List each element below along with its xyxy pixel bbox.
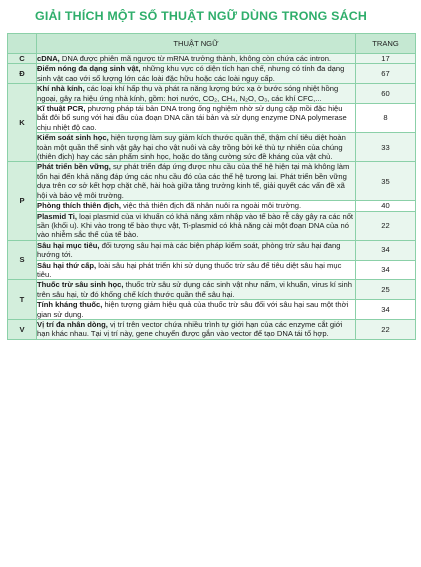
page-number: 67	[356, 64, 416, 84]
term-definition: phương pháp tái bản DNA trong ống nghiệm nhờ sử dụng cặp mồi đặc hiệu bắt đôi bổ sung với hai đầu của đoạn DNA cần tái bản và sử dụng enzyme DNA polymerase chịu nhiệt độ cao.	[37, 104, 347, 132]
term-cell	[37, 280, 356, 300]
glossary-table	[7, 33, 416, 340]
term-word: Thuốc trừ sâu sinh học,	[37, 280, 124, 290]
letter-group-p: P	[8, 162, 37, 240]
term-word: cDNA,	[37, 54, 60, 63]
term-cell	[37, 133, 356, 162]
term-definition: vị trí trên vector chứa nhiều trình tự giới hạn của các enzyme cắt giới hạn khác nhau. Tại vị trí này, gene chuyển được gắn vào vector để tạo DNA tái tổ hợp.	[37, 319, 343, 339]
page-number: 60	[356, 84, 416, 104]
term-cell	[37, 201, 356, 211]
term-word: Khí nhà kính,	[37, 84, 85, 94]
page-number: 34	[356, 260, 416, 280]
term-definition: loài sâu hại phát triển khi sử dụng thuốc trừ sâu để tiêu diệt sâu hại mục tiêu.	[37, 260, 342, 279]
table-row	[8, 84, 416, 104]
letter-group-t: T	[8, 280, 37, 320]
page-number: 34	[356, 300, 416, 320]
header-letter-cell	[8, 34, 37, 54]
term-definition: loại plasmid của vi khuẩn có khả năng xâm nhập vào tế bào rễ cây gây ra các nốt sần (khối u). Khi vào trong tế bào thực vật, Ti-plasmid có khả năng cài một đoạn DNA của nó vào nhiễm sắc thể của tế bào.	[37, 211, 354, 240]
term-definition: hiện tượng giảm hiệu quả của thuốc trừ sâu đối với sâu hại sau một thời gian sử dụng.	[37, 300, 349, 319]
term-definition: sự phát triển đáp ứng được nhu cầu của thế hệ hiện tại mà không làm tổn hại đến khả năng đáp ứng các nhu cầu đó của các thế hệ tương lai. Phát triển bền vững dựa trên cơ sở kết hợp chặt chẽ, hài hoà giữa tăng trưởng kinh tế, giải quyết các vấn đề xã hội và bảo vệ môi trường.	[37, 162, 350, 200]
table-row	[8, 162, 416, 201]
letter-group-c: C	[8, 54, 37, 64]
term-word: Sâu hại thứ cấp,	[37, 260, 97, 270]
page-number: 25	[356, 280, 416, 300]
table-row	[8, 201, 416, 211]
letter-group-k: K	[8, 84, 37, 162]
term-word: Vị trí đa nhân dòng,	[37, 319, 108, 329]
header-term: THUẬT NGỮ	[37, 34, 356, 54]
term-word: Tính kháng thuốc,	[37, 300, 103, 310]
term-cell	[37, 104, 356, 133]
header-page: TRANG	[356, 34, 416, 54]
letter-group-d: Đ	[8, 64, 37, 84]
page-number: 34	[356, 240, 416, 260]
table-row	[8, 319, 416, 339]
term-word: Kiểm soát sinh học,	[37, 133, 109, 143]
term-definition: đối tượng sâu hại mà các biện pháp kiểm soát, phòng trừ sâu hại đang hướng tới.	[37, 240, 341, 260]
term-cell	[37, 240, 356, 260]
term-word: Sâu hại mục tiêu,	[37, 240, 100, 250]
page-number: 40	[356, 201, 416, 211]
term-word: Điểm nóng đa dạng sinh vật,	[37, 64, 141, 74]
term-cell	[37, 84, 356, 104]
term-cell	[37, 300, 356, 320]
table-row	[8, 104, 416, 133]
table-row	[8, 260, 416, 280]
term-cell	[37, 64, 356, 84]
table-row	[8, 64, 416, 84]
term-cell	[37, 319, 356, 339]
term-definition: những khu vực có diện tích hạn chế, nhưng có tính đa dạng sinh vật cao với số lượng lớn các loài đặc hữu hoặc các loài nguy cấp.	[37, 64, 345, 83]
page-number: 8	[356, 104, 416, 133]
page-number: 17	[356, 54, 416, 64]
term-cell	[37, 54, 356, 64]
table-row	[8, 300, 416, 320]
page-number: 22	[356, 319, 416, 339]
letter-group-v: V	[8, 319, 37, 339]
term-definition: việc thả thiên địch đã nhân nuôi ra ngoài môi trường.	[120, 201, 302, 211]
page-number: 35	[356, 162, 416, 201]
letter-group-s: S	[8, 240, 37, 280]
table-row	[8, 240, 416, 260]
term-definition: các loại khí hấp thụ và phát ra năng lượng bức xạ ở bước sóng nhiệt hồng ngoại, gây ra hiệu ứng nhà kính, gồm: hơi nước, CO₂, CH₄, N₂O, O₃, các khí CFC,...	[37, 84, 339, 103]
term-word: Phát triển bền vững,	[37, 162, 111, 172]
term-cell	[37, 260, 356, 280]
table-header-row	[8, 34, 416, 54]
table-row	[8, 54, 416, 64]
term-cell	[37, 211, 356, 240]
term-cell	[37, 162, 356, 201]
term-definition: thuốc trừ sâu sử dụng các sinh vật như nấm, vi khuẩn, virus kí sinh trên sâu hại, từ đó khống chế kích thước quần thể sâu hại.	[37, 280, 352, 299]
term-definition: DNA được phiên mã ngược từ mRNA trưởng thành, không còn chứa các intron.	[59, 54, 332, 63]
page-number: 22	[356, 211, 416, 240]
table-row	[8, 211, 416, 240]
page-title: GIẢI THÍCH MỘT SỐ THUẬT NGỮ DÙNG TRONG SÁCH	[35, 9, 368, 23]
term-definition: hiện tượng làm suy giảm kích thước quần thể, thậm chí tiêu diệt hoàn toàn một quần thể sinh vật gây hại cho vật nuôi và cây trồng bởi kẻ thù tự nhiên của chúng (thiên địch) hay các sản phẩm sinh học, hoặc do tăng cường sức đề kháng của vật chủ.	[37, 133, 346, 162]
term-word: Plasmid Ti,	[37, 211, 77, 221]
term-word: Kĩ thuật PCR,	[37, 104, 86, 114]
term-word: Phòng thích thiên địch,	[37, 201, 121, 211]
table-row	[8, 133, 416, 162]
page-number: 33	[356, 133, 416, 162]
table-row	[8, 280, 416, 300]
